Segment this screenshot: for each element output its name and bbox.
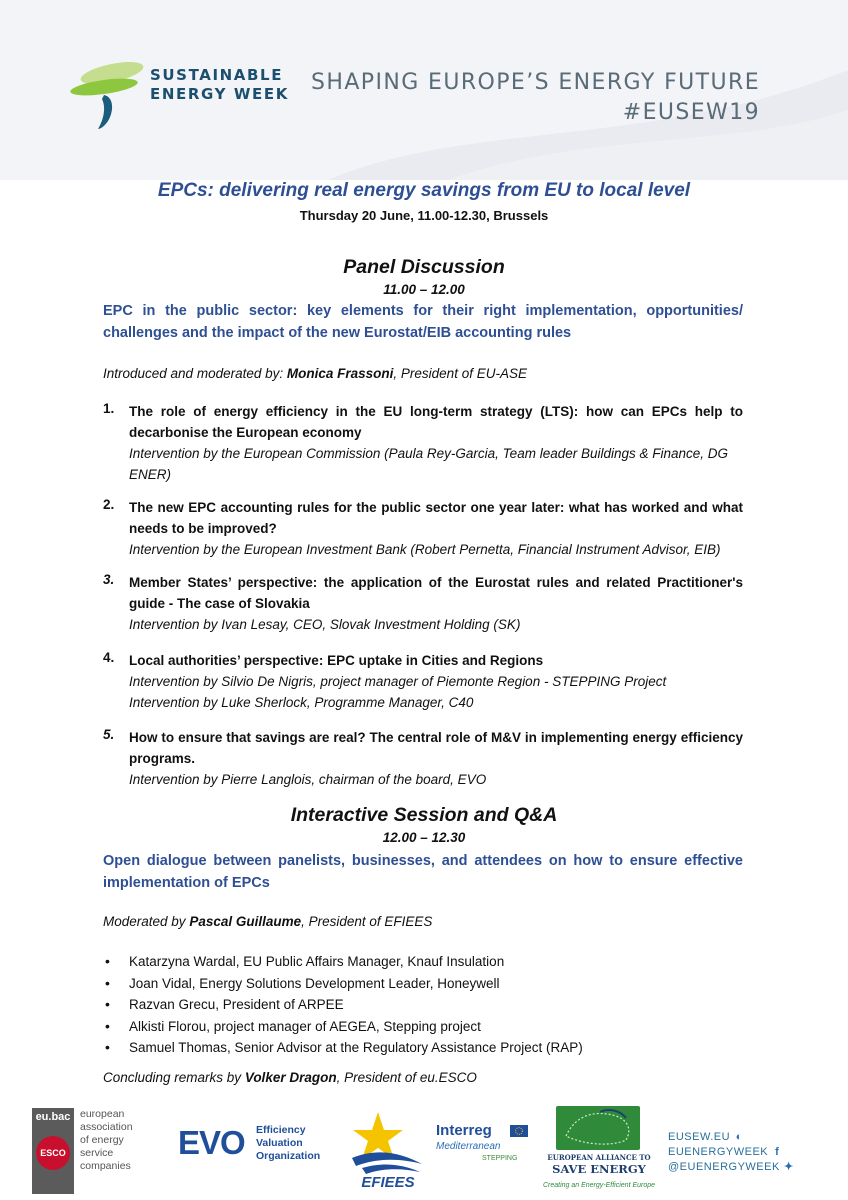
agenda-intervention: Intervention by Pierre Langlois, chairman of the board, EVO xyxy=(129,772,487,787)
agenda-intervention: Intervention by Ivan Lesay, CEO, Slovak Investment Holding (SK) xyxy=(129,617,521,632)
esco-name-line: service xyxy=(80,1147,114,1159)
evo-name-line: Efficiency xyxy=(256,1124,306,1136)
closing-role: , President of eu.ESCO xyxy=(336,1070,477,1085)
panel-time: 11.00 – 12.00 xyxy=(383,282,465,297)
esco-name-line: european xyxy=(80,1108,125,1120)
session-moderator xyxy=(103,914,743,929)
social-links xyxy=(668,1130,794,1175)
evo-wordmark: EVO xyxy=(178,1124,245,1161)
efiees-logo xyxy=(348,1108,428,1196)
agenda-number: 1. xyxy=(103,401,115,416)
speaker-list-item: • Samuel Thomas, Senior Advisor at the Regulatory Assistance Project (RAP) xyxy=(103,1037,743,1059)
tagline-line-1: SHAPING EUROPE’S ENERGY FUTURE xyxy=(311,70,760,95)
event-date: Thursday 20 June, 11.00-12.30, Brussels xyxy=(299,208,549,223)
esco-badge: ESCO xyxy=(36,1136,70,1170)
evo-name-line: Organization xyxy=(256,1150,321,1162)
eu-flag-icon xyxy=(510,1125,528,1137)
agenda-item xyxy=(103,727,743,790)
agenda-item xyxy=(103,497,743,560)
eubac-esco-logo xyxy=(32,1108,172,1196)
moderator-name: Pascal Guillaume xyxy=(189,914,302,929)
agenda-intervention: Intervention by the European Commission (Paula Rey-Garcia, Team leader Buildings & Finance, DG ENER) xyxy=(129,446,729,482)
esco-name-line: of energy xyxy=(80,1134,124,1146)
speaker-list-item: • Joan Vidal, Energy Solutions Development Leader, Honeywell xyxy=(103,973,743,995)
alliance-to-save-energy-logo xyxy=(540,1106,658,1196)
speaker-list-item: • Katarzyna Wardal, EU Public Affairs Manager, Knauf Insulation xyxy=(103,951,743,973)
efiees-wordmark: EFIEES xyxy=(361,1174,415,1191)
interactive-session-subtitle: Open dialogue between panelists, businesses, and attendees on how to ensure effective implementation of EPCs xyxy=(103,853,743,891)
agenda-question: The new EPC accounting rules for the public sector one year later: what has worked and what needs to be improved? xyxy=(129,500,743,536)
speaker-list-item: • Razvan Grecu, President of ARPEE xyxy=(103,994,743,1016)
logo-line-1: SUSTAINABLE xyxy=(150,66,284,84)
alliance-tagline: Creating an Energy-Efficient Europe xyxy=(542,1182,656,1189)
alliance-line-1: EUROPEAN ALLIANCE TO xyxy=(547,1153,651,1162)
header-tagline xyxy=(311,68,760,128)
moderator-role: , President of EFIEES xyxy=(301,914,433,929)
logo-wordmark xyxy=(150,66,289,104)
partner-logos-footer xyxy=(0,1100,848,1200)
interactive-session-time: 12.00 – 12.30 xyxy=(382,830,466,845)
agenda-item xyxy=(103,650,743,713)
moderator-prefix: Moderated by xyxy=(103,914,190,929)
agenda-question: Member States’ perspective: the application of the Eurostat rules and related Practitioner's guide - The case of Slovakia xyxy=(129,575,743,611)
page-header xyxy=(0,0,848,180)
speaker-list-item: • Alkisti Florou, project manager of AEGEA, Stepping project xyxy=(103,1016,743,1038)
agenda-question: How to ensure that savings are real? The central role of M&V in implementing energy efficiency programs. xyxy=(129,730,743,766)
panel-title: Panel Discussion xyxy=(343,256,505,278)
closing-name: Volker Dragon xyxy=(244,1070,337,1085)
esco-association-name xyxy=(80,1108,133,1173)
concluding-remarks xyxy=(103,1070,743,1085)
agenda-intervention-2: Intervention by Luke Sherlock, Programme Manager, C40 xyxy=(129,695,474,710)
closing-prefix: Concluding remarks by xyxy=(103,1070,245,1085)
agenda-number: 3. xyxy=(103,572,115,587)
website-link[interactable] xyxy=(668,1130,768,1145)
agenda-number: 2. xyxy=(103,497,115,512)
stepping-project-label: STEPPING xyxy=(482,1155,518,1162)
interreg-wordmark: Interreg xyxy=(436,1122,492,1139)
twitter-link-text: @EUENERGYWEEK xyxy=(668,1161,780,1173)
panel-subtitle: EPC in the public sector: key elements for their right implementation, opportunities/ challenges and the impact of the new Eurostat/EIB accounting rules xyxy=(103,303,743,341)
agenda-number: 5. xyxy=(103,727,115,742)
tagline-hashtag: #EUSEW19 xyxy=(622,100,760,125)
agenda-item xyxy=(103,401,743,485)
esco-name-line: association xyxy=(80,1121,133,1133)
globe-icon: ◐ xyxy=(735,1131,743,1143)
agenda-intervention: Intervention by the European Investment Bank (Robert Pernetta, Financial Instrument Advisor, EIB) xyxy=(129,542,721,557)
twitter-icon: ✦ xyxy=(784,1161,794,1173)
evo-name xyxy=(256,1124,320,1163)
eubac-logo-block xyxy=(32,1108,74,1194)
agenda-question: The role of energy efficiency in the EU long-term strategy (LTS): how can EPCs help to decarbonise the European economy xyxy=(129,404,743,440)
interactive-session-title: Interactive Session and Q&A xyxy=(290,804,558,826)
efiees-star-icon xyxy=(348,1108,428,1174)
europe-map-icon xyxy=(556,1106,640,1150)
esco-name-line: companies xyxy=(80,1160,131,1172)
agenda-question: Local authorities’ perspective: EPC uptake in Cities and Regions xyxy=(129,653,544,668)
moderator-role: , President of EU-ASE xyxy=(393,366,527,381)
evo-name-line: Valuation xyxy=(256,1137,303,1149)
facebook-link-text: EUENERGYWEEK xyxy=(668,1146,769,1158)
agenda-item xyxy=(103,572,743,635)
sustainable-energy-week-logo-icon xyxy=(70,55,150,130)
facebook-link[interactable] xyxy=(668,1145,780,1160)
interreg-programme: Mediterranean xyxy=(436,1141,501,1152)
panel-moderator xyxy=(103,366,743,381)
moderator-prefix: Introduced and moderated by: xyxy=(103,366,287,381)
facebook-icon: f xyxy=(775,1146,780,1158)
twitter-link[interactable] xyxy=(668,1160,794,1175)
event-title: EPCs: delivering real energy savings from EU to local level xyxy=(157,180,691,201)
agenda-intervention: Intervention by Silvio De Nigris, project manager of Piemonte Region - STEPPING Project xyxy=(129,674,667,689)
eubac-label: eu.bac xyxy=(35,1111,71,1123)
evo-logo xyxy=(178,1122,328,1172)
agenda-number: 4. xyxy=(103,650,115,665)
interreg-logo xyxy=(432,1122,532,1172)
speaker-list xyxy=(103,951,743,1059)
alliance-line-2: SAVE ENERGY xyxy=(552,1162,646,1176)
website-link-text: EUSEW.EU xyxy=(668,1131,731,1143)
moderator-name: Monica Frassoni xyxy=(286,366,394,381)
logo-line-2: ENERGY WEEK xyxy=(150,85,289,103)
